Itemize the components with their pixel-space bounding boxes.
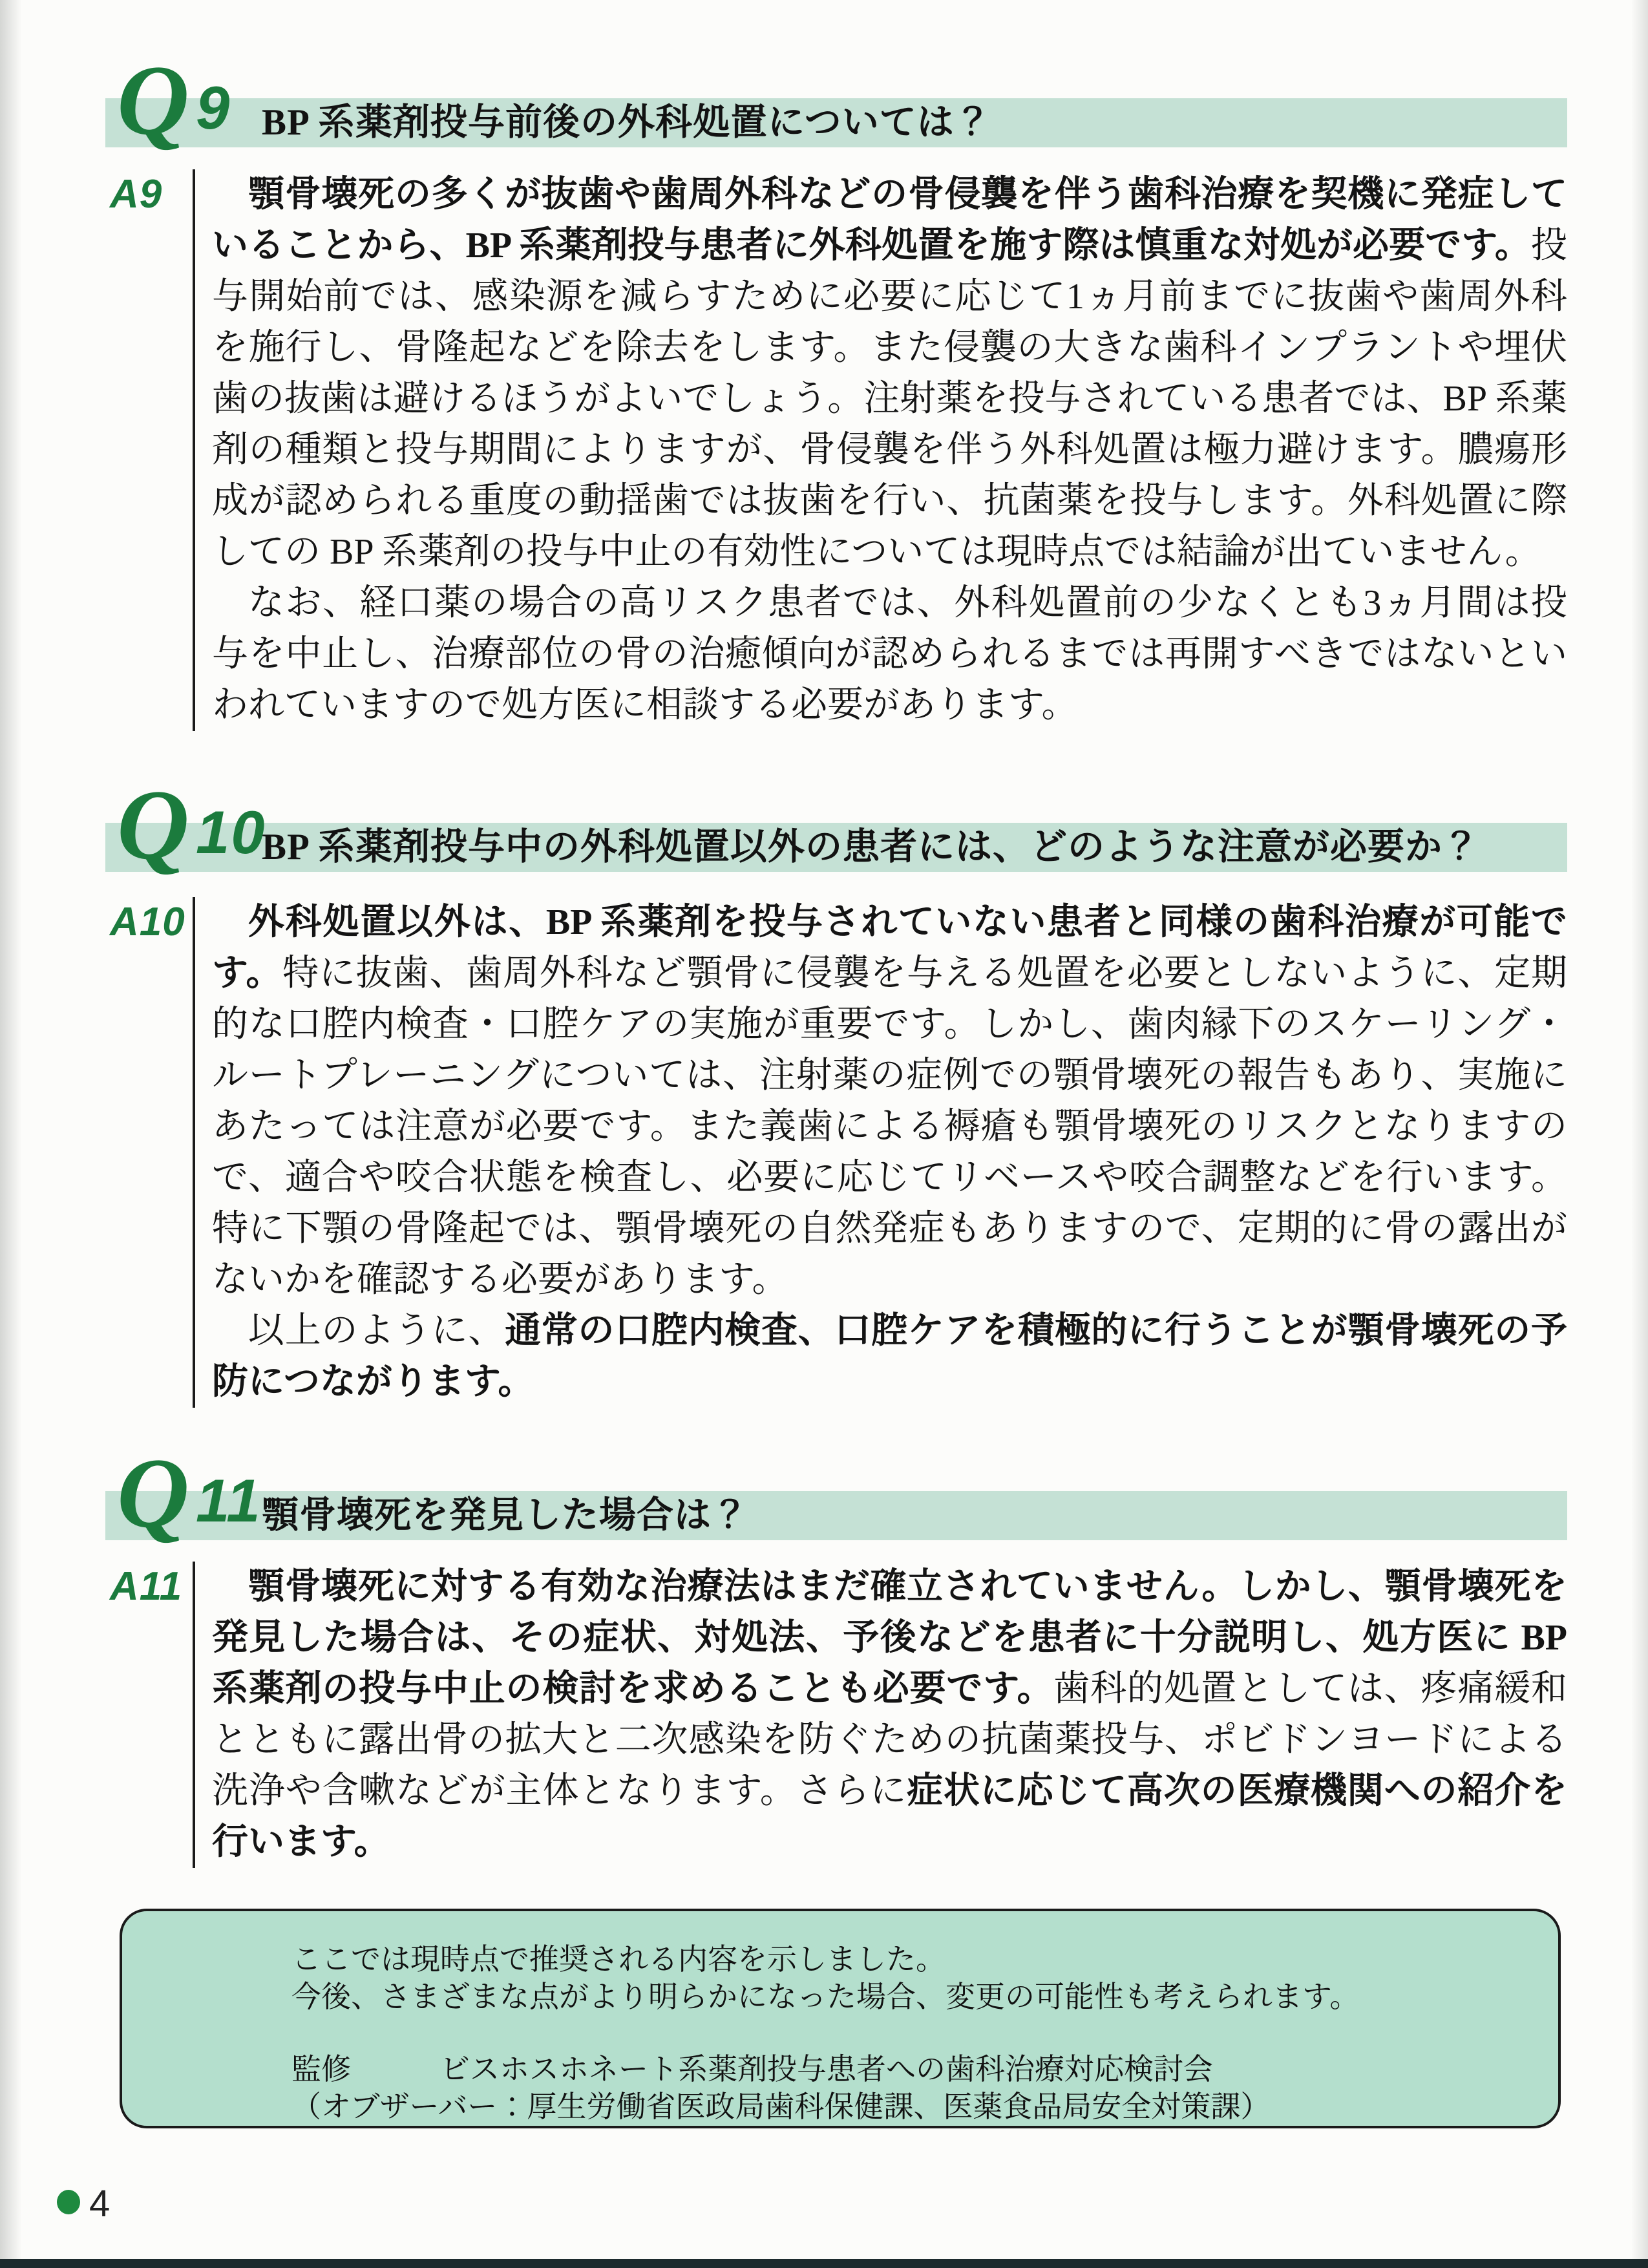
note-line-4: （オブザーバー：厚生労働省医政局歯科保健課、医薬食品局安全対策課） bbox=[291, 2090, 1271, 2123]
a9-answer bbox=[110, 169, 1567, 731]
q9-letter: Q bbox=[117, 45, 189, 156]
note-box bbox=[120, 1909, 1561, 2128]
note-line-1: ここでは現時点で推奨される内容を示しました。 bbox=[291, 1943, 945, 1976]
note-line-3: 監修 ビスホスホネート系薬剤投与患者への歯科治療対応検討会 bbox=[291, 2053, 1213, 2086]
a9-paragraph-2: なお、経口薬の場合の高リスク患者では、外科処置前の少なくとも3ヵ月間は投与を中止し、治療部位の骨の治癒傾向が認められるまでは再開すべきではないといわれていますので処方医に相談する必要があります。 bbox=[212, 583, 1567, 725]
a10-text bbox=[193, 897, 1567, 1408]
a9-p1-bold: 顎骨壊死の多くが抜歯や歯周外科などの骨侵襲を伴う歯科治療を契機に発症していることから、BP 系薬剤投与患者に外科処置を施す際は慎重な対処が必要です。 bbox=[212, 175, 1567, 266]
a11-p1-bold: 顎骨壊死に対する有効な治療法はまだ確立されていません。しかし、顎骨壊死を発見した場合は、その症状、対処法、予後などを患者に十分説明し、処方医に BP 系薬剤の投与中止の検討を求めることも必要です。 bbox=[212, 1567, 1567, 1709]
page-number: 4 bbox=[89, 2183, 111, 2225]
a11-paragraph-1 bbox=[212, 1562, 1567, 1868]
a11-p1-mid: 歯科的処置としては、疼痛緩和とともに露出骨の拡大と二次感染を防ぐための抗菌薬投与、ポビドンヨードによる洗浄や含嗽などが主体となります。さらに bbox=[212, 1669, 1568, 1811]
a9-p1-rest: 投与開始前では、感染源を減らすために必要に応じて1ヵ月前までに抜歯や歯周外科を施行し、骨隆起などを除去をします。また侵襲の大きな歯科インプラントや埋伏歯の抜歯は避けるほうがよいでしょう。注射薬を投与されている患者では、BP 系薬剤の種類と投与期間によりますが、骨侵襲を伴う外科処置は極力避けます。膿瘍形成が認められる重度の動揺歯では抜歯を行い、抗菌薬を投与します。外科処置に際しての BP 系薬剤の投与中止の有効性については現時点では結論が出ていません。 bbox=[212, 226, 1567, 572]
a9-text bbox=[193, 169, 1567, 731]
scan-bottom-edge bbox=[0, 2259, 1648, 2268]
a10-p2-lead: 以上のように、 bbox=[248, 1311, 505, 1351]
q9-logo bbox=[117, 45, 231, 156]
a9-label: A9 bbox=[110, 172, 163, 217]
q9-number: 9 bbox=[195, 74, 231, 142]
a9-paragraph-1 bbox=[212, 169, 1567, 578]
q10-banner bbox=[105, 823, 1567, 872]
page-marker-dot-icon bbox=[57, 2190, 80, 2214]
q9-banner bbox=[105, 98, 1567, 147]
a11-text bbox=[193, 1562, 1567, 1868]
a10-p2-bold: 通常の口腔内検査、口腔ケアを積極的に行うことが顎骨壊死の予防につながります。 bbox=[212, 1311, 1568, 1402]
q10-letter: Q bbox=[117, 769, 189, 880]
a11-label: A11 bbox=[110, 1564, 183, 1609]
q11-number: 11 bbox=[195, 1467, 262, 1534]
a10-answer bbox=[110, 897, 1567, 1408]
a10-p1-rest: 特に抜歯、歯周外科など顎骨に侵襲を与える処置を必要としないように、定期的な口腔内検査・口腔ケアの実施が重要です。しかし、歯肉縁下のスケーリング・ルートプレーニングについては、注射薬の症例での顎骨壊死の報告もあり、実施にあたっては注意が必要です。また義歯による褥瘡も顎骨壊死のリスクとなりますので、適合や咬合状態を検査し、必要に応じてリベースや咬合調整などを行います。特に下顎の骨隆起では、顎骨壊死の自然発症もありますので、定期的に骨の露出がないかを確認する必要があります。 bbox=[212, 953, 1568, 1300]
q11-title: 顎骨壊死を発見した場合は？ bbox=[262, 1495, 749, 1536]
scan-edge-left bbox=[0, 0, 22, 2268]
a10-paragraph-1 bbox=[212, 897, 1567, 1306]
q11-logo bbox=[117, 1437, 262, 1549]
q10-title: BP 系薬剤投与中の外科処置以外の患者には、どのような注意が必要か？ bbox=[262, 827, 1480, 867]
a10-p1-bold: 外科処置以外は、BP 系薬剤を投与されていない患者と同様の歯科治療が可能です。 bbox=[212, 902, 1568, 993]
q10-logo bbox=[117, 769, 266, 880]
a10-label: A10 bbox=[110, 900, 185, 944]
a11-p1-bold2: 症状に応じて高次の医療機関への紹介を行います。 bbox=[212, 1771, 1567, 1862]
q10-number: 10 bbox=[195, 798, 266, 866]
q11-banner bbox=[105, 1491, 1567, 1540]
q9-title: BP 系薬剤投与前後の外科処置については？ bbox=[262, 102, 992, 143]
a11-answer bbox=[110, 1562, 1567, 1868]
note-line-2: 今後、さまざまな点がより明らかになった場合、変更の可能性も考えられます。 bbox=[291, 1980, 1360, 2013]
q11-letter: Q bbox=[117, 1437, 189, 1549]
scan-edge-right bbox=[1631, 0, 1648, 2268]
a10-paragraph-2 bbox=[212, 1306, 1567, 1408]
